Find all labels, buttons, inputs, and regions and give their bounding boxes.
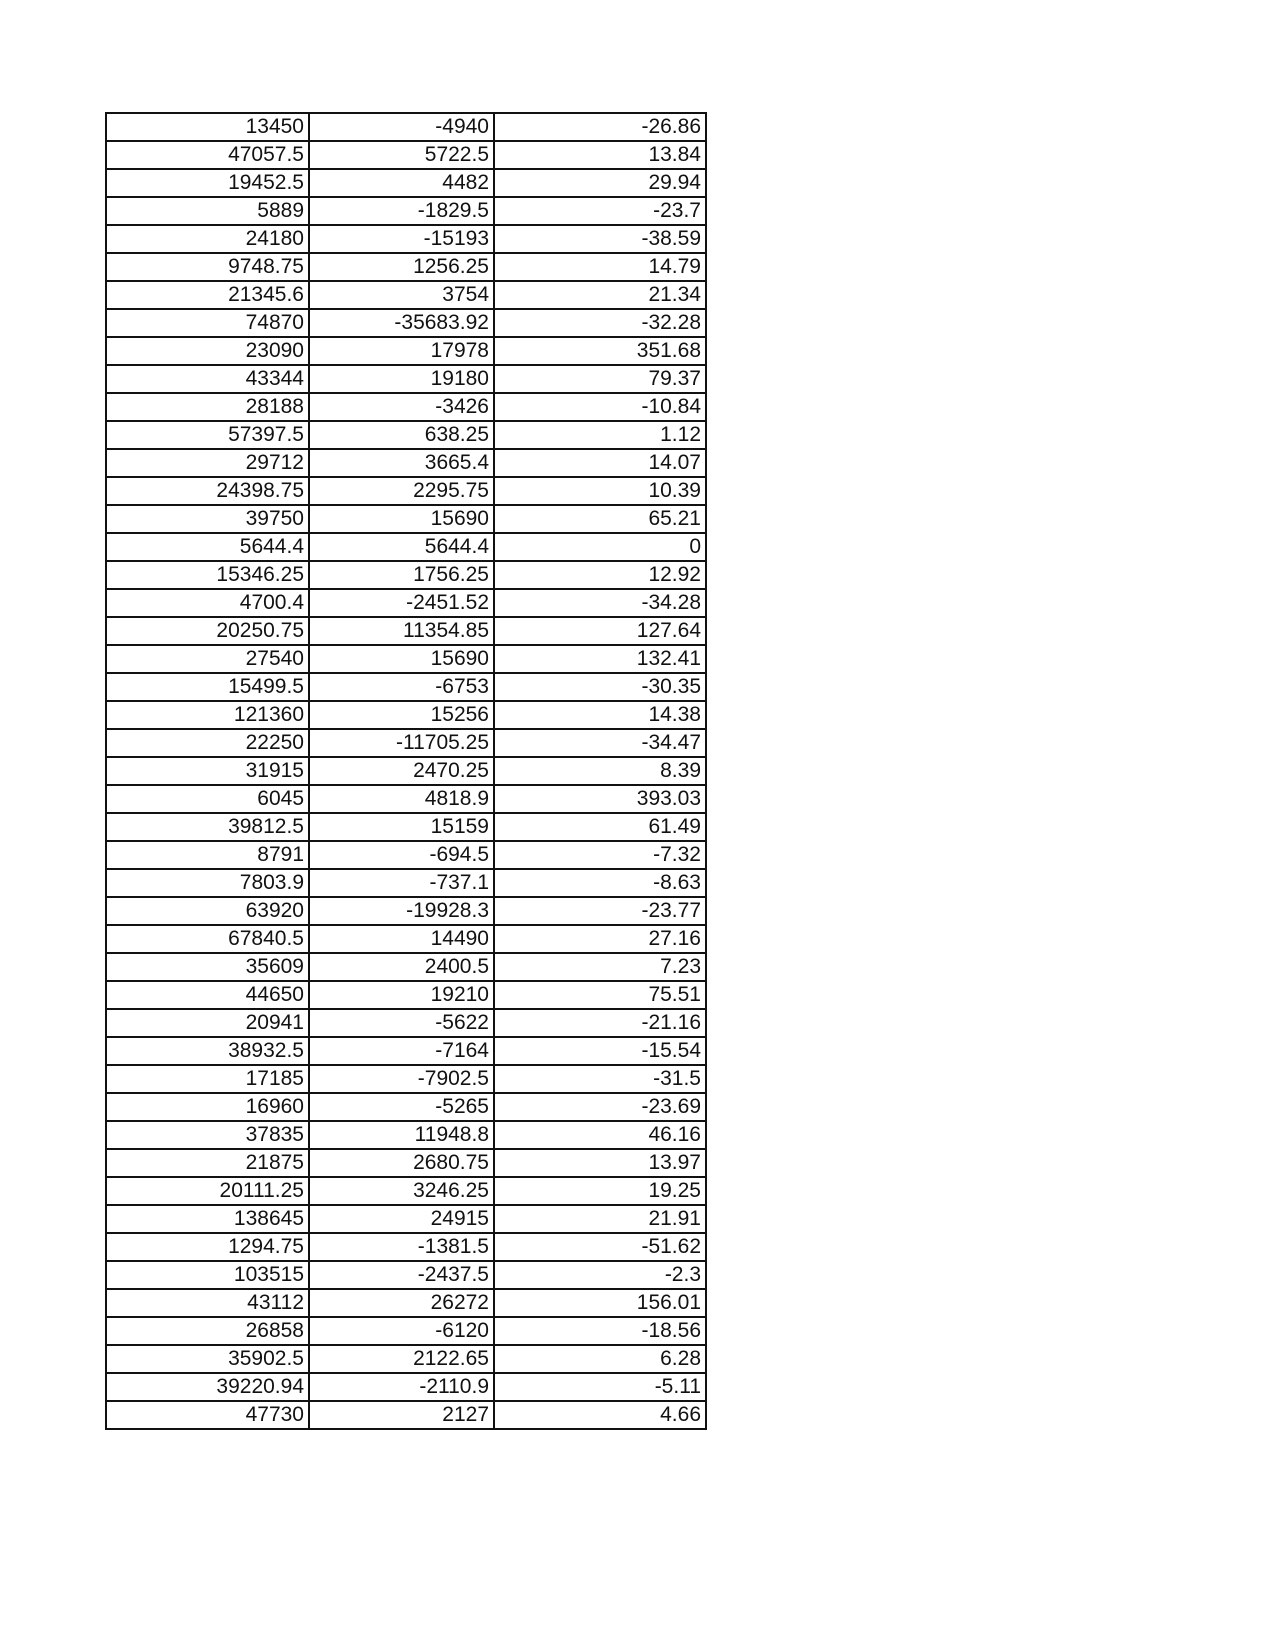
table-row: [106, 477, 706, 505]
table-cell: 43112: [106, 1289, 309, 1317]
table-cell: -31.5: [494, 1065, 706, 1093]
table-row: [106, 701, 706, 729]
table-cell: 47730: [106, 1401, 309, 1429]
table-row: [106, 197, 706, 225]
table-cell: 75.51: [494, 981, 706, 1009]
table-row: [106, 421, 706, 449]
table-cell: -19928.3: [309, 897, 494, 925]
table-cell: 15346.25: [106, 561, 309, 589]
table-cell: -38.59: [494, 225, 706, 253]
table-cell: 67840.5: [106, 925, 309, 953]
table-row: [106, 393, 706, 421]
table-cell: 8791: [106, 841, 309, 869]
table-row: [106, 757, 706, 785]
table-cell: 19210: [309, 981, 494, 1009]
table-row: [106, 925, 706, 953]
table-cell: 28188: [106, 393, 309, 421]
table-cell: 26858: [106, 1317, 309, 1345]
table-cell: 20250.75: [106, 617, 309, 645]
table-cell: -1381.5: [309, 1233, 494, 1261]
table-cell: -32.28: [494, 309, 706, 337]
table-cell: 21.91: [494, 1205, 706, 1233]
table-cell: 39750: [106, 505, 309, 533]
table-cell: -11705.25: [309, 729, 494, 757]
table-cell: -34.47: [494, 729, 706, 757]
table-cell: 57397.5: [106, 421, 309, 449]
table-cell: -2437.5: [309, 1261, 494, 1289]
table-cell: -2110.9: [309, 1373, 494, 1401]
table-cell: -694.5: [309, 841, 494, 869]
table-cell: -2451.52: [309, 589, 494, 617]
table-cell: 17185: [106, 1065, 309, 1093]
table-row: [106, 1205, 706, 1233]
table-row: [106, 1261, 706, 1289]
table-cell: 15690: [309, 505, 494, 533]
table-row: [106, 1177, 706, 1205]
table-cell: 21875: [106, 1149, 309, 1177]
table-cell: 1.12: [494, 421, 706, 449]
table-row: [106, 533, 706, 561]
table-row: [106, 1373, 706, 1401]
table-row: [106, 1009, 706, 1037]
table-cell: -21.16: [494, 1009, 706, 1037]
table-cell: 74870: [106, 309, 309, 337]
table-cell: -7.32: [494, 841, 706, 869]
table-row: [106, 505, 706, 533]
table-row: [106, 729, 706, 757]
table-cell: 29.94: [494, 169, 706, 197]
table-row: [106, 841, 706, 869]
table-cell: 4818.9: [309, 785, 494, 813]
table-cell: 24398.75: [106, 477, 309, 505]
table-cell: -7164: [309, 1037, 494, 1065]
table-cell: 46.16: [494, 1121, 706, 1149]
table-cell: 47057.5: [106, 141, 309, 169]
table-cell: -3426: [309, 393, 494, 421]
table-cell: 11948.8: [309, 1121, 494, 1149]
table-cell: 5644.4: [309, 533, 494, 561]
table-cell: 79.37: [494, 365, 706, 393]
table-cell: -8.63: [494, 869, 706, 897]
table-cell: 37835: [106, 1121, 309, 1149]
table-cell: 132.41: [494, 645, 706, 673]
table-cell: 15690: [309, 645, 494, 673]
table-row: [106, 309, 706, 337]
table-cell: 15499.5: [106, 673, 309, 701]
table-body: [106, 113, 706, 1429]
table-row: [106, 673, 706, 701]
table-cell: 2470.25: [309, 757, 494, 785]
table-row: [106, 1401, 706, 1429]
table-cell: -6120: [309, 1317, 494, 1345]
table-cell: -737.1: [309, 869, 494, 897]
table-cell: 61.49: [494, 813, 706, 841]
table-cell: 156.01: [494, 1289, 706, 1317]
table-cell: 39812.5: [106, 813, 309, 841]
table-row: [106, 589, 706, 617]
table-cell: -15193: [309, 225, 494, 253]
table-row: [106, 1065, 706, 1093]
table-row: [106, 1121, 706, 1149]
table-cell: 35902.5: [106, 1345, 309, 1373]
table-cell: 103515: [106, 1261, 309, 1289]
table-row: [106, 1317, 706, 1345]
table-cell: 38932.5: [106, 1037, 309, 1065]
table-cell: 13450: [106, 113, 309, 141]
table-cell: 29712: [106, 449, 309, 477]
table-row: [106, 617, 706, 645]
table-cell: 11354.85: [309, 617, 494, 645]
table-cell: -34.28: [494, 589, 706, 617]
table-row: [106, 141, 706, 169]
table-cell: -5.11: [494, 1373, 706, 1401]
data-table: [105, 112, 707, 1430]
table-cell: 19.25: [494, 1177, 706, 1205]
table-cell: 27.16: [494, 925, 706, 953]
table-cell: -30.35: [494, 673, 706, 701]
table-cell: 27540: [106, 645, 309, 673]
table-cell: 7.23: [494, 953, 706, 981]
table-row: [106, 365, 706, 393]
table-cell: 13.97: [494, 1149, 706, 1177]
table-cell: 21.34: [494, 281, 706, 309]
table-cell: 22250: [106, 729, 309, 757]
table-row: [106, 953, 706, 981]
table-row: [106, 113, 706, 141]
table-cell: 638.25: [309, 421, 494, 449]
table-row: [106, 645, 706, 673]
table-cell: 138645: [106, 1205, 309, 1233]
table-row: [106, 1289, 706, 1317]
table-row: [106, 785, 706, 813]
table-cell: 1756.25: [309, 561, 494, 589]
table-cell: 26272: [309, 1289, 494, 1317]
table-cell: 15256: [309, 701, 494, 729]
table-cell: 5722.5: [309, 141, 494, 169]
table-cell: 1256.25: [309, 253, 494, 281]
table-cell: 39220.94: [106, 1373, 309, 1401]
table-cell: -7902.5: [309, 1065, 494, 1093]
table-cell: 19452.5: [106, 169, 309, 197]
table-cell: 6045: [106, 785, 309, 813]
table-row: [106, 337, 706, 365]
table-cell: 2295.75: [309, 477, 494, 505]
table-row: [106, 253, 706, 281]
table-cell: -18.56: [494, 1317, 706, 1345]
table-cell: -15.54: [494, 1037, 706, 1065]
table-cell: 5889: [106, 197, 309, 225]
table-cell: -23.69: [494, 1093, 706, 1121]
table-cell: 393.03: [494, 785, 706, 813]
table-row: [106, 1233, 706, 1261]
table-cell: -2.3: [494, 1261, 706, 1289]
table-cell: 24915: [309, 1205, 494, 1233]
table-cell: 4700.4: [106, 589, 309, 617]
table-cell: 2122.65: [309, 1345, 494, 1373]
table-cell: 10.39: [494, 477, 706, 505]
table-cell: 121360: [106, 701, 309, 729]
table-cell: 4.66: [494, 1401, 706, 1429]
table-cell: -4940: [309, 113, 494, 141]
table-cell: -6753: [309, 673, 494, 701]
table-row: [106, 169, 706, 197]
table-cell: 20111.25: [106, 1177, 309, 1205]
table-row: [106, 1093, 706, 1121]
table-cell: 21345.6: [106, 281, 309, 309]
table-cell: -1829.5: [309, 197, 494, 225]
table-cell: 63920: [106, 897, 309, 925]
table-cell: 1294.75: [106, 1233, 309, 1261]
table-cell: 19180: [309, 365, 494, 393]
table-cell: -26.86: [494, 113, 706, 141]
table-row: [106, 813, 706, 841]
table-cell: -23.77: [494, 897, 706, 925]
table-cell: 8.39: [494, 757, 706, 785]
table-cell: 3246.25: [309, 1177, 494, 1205]
table-row: [106, 561, 706, 589]
table-cell: 43344: [106, 365, 309, 393]
table-cell: 3754: [309, 281, 494, 309]
table-cell: 65.21: [494, 505, 706, 533]
table-cell: 16960: [106, 1093, 309, 1121]
table-cell: 14.38: [494, 701, 706, 729]
table-cell: -10.84: [494, 393, 706, 421]
table-cell: 127.64: [494, 617, 706, 645]
table-cell: 20941: [106, 1009, 309, 1037]
table-cell: 2400.5: [309, 953, 494, 981]
table-cell: 2127: [309, 1401, 494, 1429]
table-row: [106, 449, 706, 477]
table-cell: 351.68: [494, 337, 706, 365]
table-cell: 14490: [309, 925, 494, 953]
table-cell: 35609: [106, 953, 309, 981]
table-cell: -5622: [309, 1009, 494, 1037]
table-cell: 9748.75: [106, 253, 309, 281]
table-cell: 23090: [106, 337, 309, 365]
table-cell: 7803.9: [106, 869, 309, 897]
table-cell: 14.07: [494, 449, 706, 477]
table-cell: 5644.4: [106, 533, 309, 561]
table-cell: 31915: [106, 757, 309, 785]
table-cell: -35683.92: [309, 309, 494, 337]
table-row: [106, 1149, 706, 1177]
table-cell: -5265: [309, 1093, 494, 1121]
table-row: [106, 1345, 706, 1373]
table-row: [106, 897, 706, 925]
table-cell: 3665.4: [309, 449, 494, 477]
table-row: [106, 1037, 706, 1065]
table-row: [106, 225, 706, 253]
table-cell: 4482: [309, 169, 494, 197]
table-cell: 13.84: [494, 141, 706, 169]
table-cell: 44650: [106, 981, 309, 1009]
table-cell: 6.28: [494, 1345, 706, 1373]
table-row: [106, 281, 706, 309]
table-cell: 17978: [309, 337, 494, 365]
table-cell: 15159: [309, 813, 494, 841]
table-cell: 24180: [106, 225, 309, 253]
table-cell: 2680.75: [309, 1149, 494, 1177]
table-cell: -23.7: [494, 197, 706, 225]
table-cell: 14.79: [494, 253, 706, 281]
table-row: [106, 981, 706, 1009]
table-cell: 12.92: [494, 561, 706, 589]
table-row: [106, 869, 706, 897]
table-cell: -51.62: [494, 1233, 706, 1261]
table-cell: 0: [494, 533, 706, 561]
